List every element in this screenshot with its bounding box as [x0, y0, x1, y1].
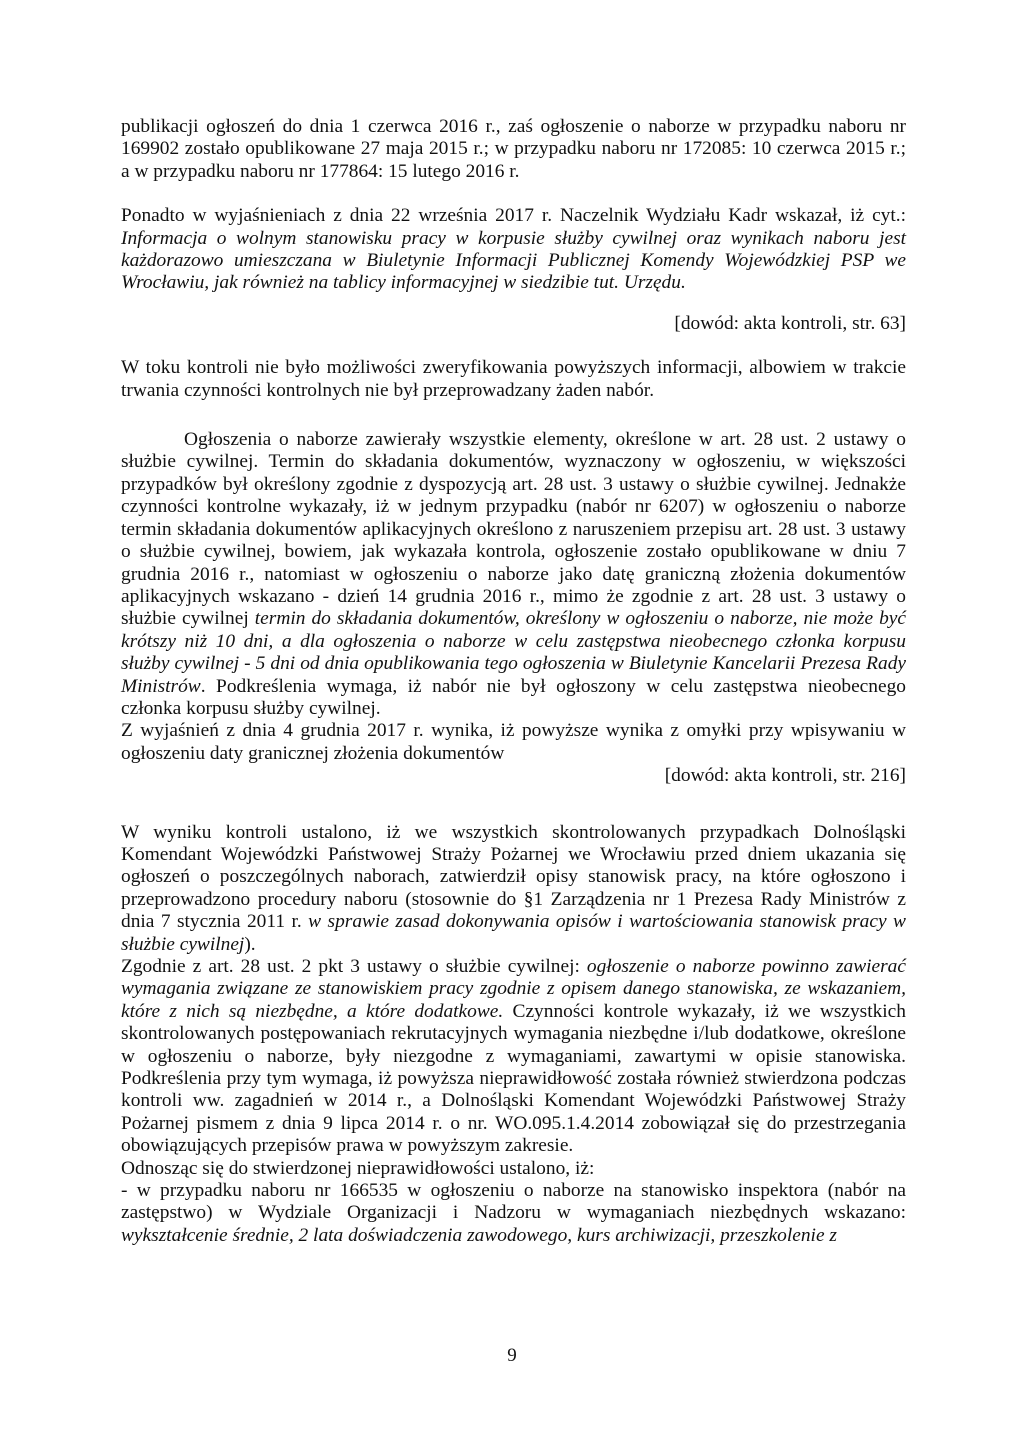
paragraph-text: Zgodnie z art. 28 ust. 2 pkt 3 ustawy o służbie cywilnej:	[121, 956, 580, 977]
paragraph-text: Ponadto w wyjaśnieniach z dnia 22 września 2017 r. Naczelnik Wydziału Kadr wskazał, iż cyt.:	[121, 205, 906, 227]
quoted-statute: termin do składania dokumentów, określony w ogłoszeniu o naborze, nie może być krótszy niż 10 dni, a dla ogłoszenia o naborze w celu zastępstwa nieobecnego członka korpusu służby cywilnej - 5 dni od dnia opublikowania tego ogłoszenia w Biuletynie Kancelarii Prezesa Rady Ministrów	[121, 608, 907, 697]
paragraph-text: ).	[244, 933, 256, 955]
paragraph-explanation-quote	[121, 205, 906, 295]
paragraph-verification	[121, 357, 906, 402]
evidence-reference: [dowód: akta kontroli, str. 63]	[674, 312, 906, 334]
paragraph-text: W toku kontroli nie było możliwości zweryfikowania powyższych informacji, albowiem w trakcie trwania czynności kontrolnych nie był przeprowadzany żaden nabór.	[121, 357, 906, 401]
paragraph-requirements	[121, 956, 906, 1158]
paragraph-text: - w przypadku naboru nr 166535 w ogłoszeniu o naborze na stanowisko inspektora (nabór na zastępstwo) w Wydziale Organizacji i Nadzoru w wymaganiach niezbędnych wskazano:	[121, 1180, 906, 1224]
paragraph-finding-item	[121, 1180, 906, 1247]
paragraph-text: publikacji ogłoszeń do dnia 1 czerwca 2016 r., zaś ogłoszenie o naborze w przypadku naboru nr 169902 zostało opublikowane 27 maja 2015 r.; w przypadku naboru nr 172085: 10 czerwca 2015 r.; a w przypadku naboru nr 177864: 15 lutego 2016 r.	[121, 116, 906, 182]
paragraph-explanation-error	[121, 720, 906, 765]
paragraph-publication-dates	[121, 116, 906, 183]
quoted-requirements: wykształcenie średnie, 2 lata doświadczenia zawodowego, kurs archiwizacji, przeszkolenie z	[121, 1224, 837, 1246]
paragraph-text: Czynności kontrole wykazały, iż we wszystkich skontrolowanych postępowaniach rekrutacyjnych wymagania niezbędne i/lub dodatkowe, określone w ogłoszeniu o naborze, były niezgodne z wymaganiami, zawartymi w opisie stanowiska. Podkreślenia przy tym wymaga, iż powyższa nieprawidłowość została również stwierdzona podczas kontroli ww. zagadnień w 2014 r., a Dolnośląski Komendant Wojewódzki Państwowej Straży Pożarnej pismem z dnia 9 lipca 2014 r. o nr. WO.095.1.4.2014 zobowiązał się do przestrzegania obowiązujących przepisów prawa w powyższym zakresie.	[121, 1000, 906, 1157]
paragraph-text: Ogłoszenia o naborze zawierały wszystkie elementy, określone w art. 28 ust. 2 ustawy o służbie cywilnej. Termin do składania dokumentów, wyznaczony w ogłoszeniu, w większości przypadków był określony zgodnie z dyspozycją art. 28 ust. 3 ustawy o służbie cywilnej. Jednakże czynności kontrolne wykazały, iż w jednym przypadku (nabór nr 6207) w ogłoszeniu o naborze termin składania dokumentów aplikacyjnych określono z naruszeniem przepisu art. 28 ust. 3 ustawy o służbie cywilnej, bowiem, jak wykazała kontrola, ogłoszenie zostało opublikowane w dniu 7 grudnia 2016 r., natomiast w ogłoszeniu o naborze jako datę graniczną złożenia dokumentów aplikacyjnych wskazano - dzień 14 grudnia 2016 r., mimo że zgodnie z art. 28 ust. 3 ustawy o służbie cywilnej	[121, 429, 906, 630]
paragraph-text: . Podkreślenia wymaga, iż nabór nie był ogłoszony w celu zastępstwa nieobecnego członka korpusu służby cywilnej.	[121, 675, 906, 719]
paragraph-text: Z wyjaśnień z dnia 4 grudnia 2017 r. wynika, iż powyższe wynika z omyłki przy wpisywaniu w ogłoszeniu daty granicznej złożenia dokumentów	[121, 720, 906, 764]
document-page	[121, 116, 906, 1247]
paragraph-job-descriptions	[121, 822, 906, 956]
quoted-statute: ogłoszenie o naborze powinno zawierać wymagania związane ze stanowiskiem pracy zgodnie z opisem danego stanowiska, ze wskazaniem, które z nich są niezbędne, a które dodatkowe.	[121, 956, 906, 1022]
quoted-text: Informacja o wolnym stanowisku pracy w korpusie służby cywilnej oraz wynikach naboru jest każdorazowo umieszczana w Biuletynie Informacji Publicznej Komendy Wojewódzkiej PSP we Wrocławiu, jak również na tablicy informacyjnej w siedzibie tut. Urzędu.	[121, 227, 906, 294]
evidence-reference: [dowód: akta kontroli, str. 216]	[664, 765, 906, 787]
paragraph-text: Odnosząc się do stwierdzonej nieprawidłowości ustalono, iż:	[121, 1157, 595, 1179]
paragraph-text: W wyniku kontroli ustalono, iż we wszystkich skontrolowanych przypadkach Dolnośląski Komendant Wojewódzki Państwowej Straży Pożarnej we Wrocławiu przed dniem ukazania się ogłoszeń o poszczególnych naborach, zatwierdził opisy stanowisk pracy, na które ogłoszono i przeprowadzono procedury naboru (stosownie do §1 Zarządzenia nr 1 Prezesa Rady Ministrów z dnia 7 stycznia 2011 r.	[121, 821, 906, 933]
page-number: 9	[507, 1345, 517, 1366]
paragraph-recruitment-notices	[121, 429, 906, 720]
paragraph-findings-intro	[121, 1158, 906, 1180]
quoted-regulation-title: w sprawie zasad dokonywania opisów i wartościowania stanowisk pracy w służbie cywilnej	[121, 911, 906, 955]
